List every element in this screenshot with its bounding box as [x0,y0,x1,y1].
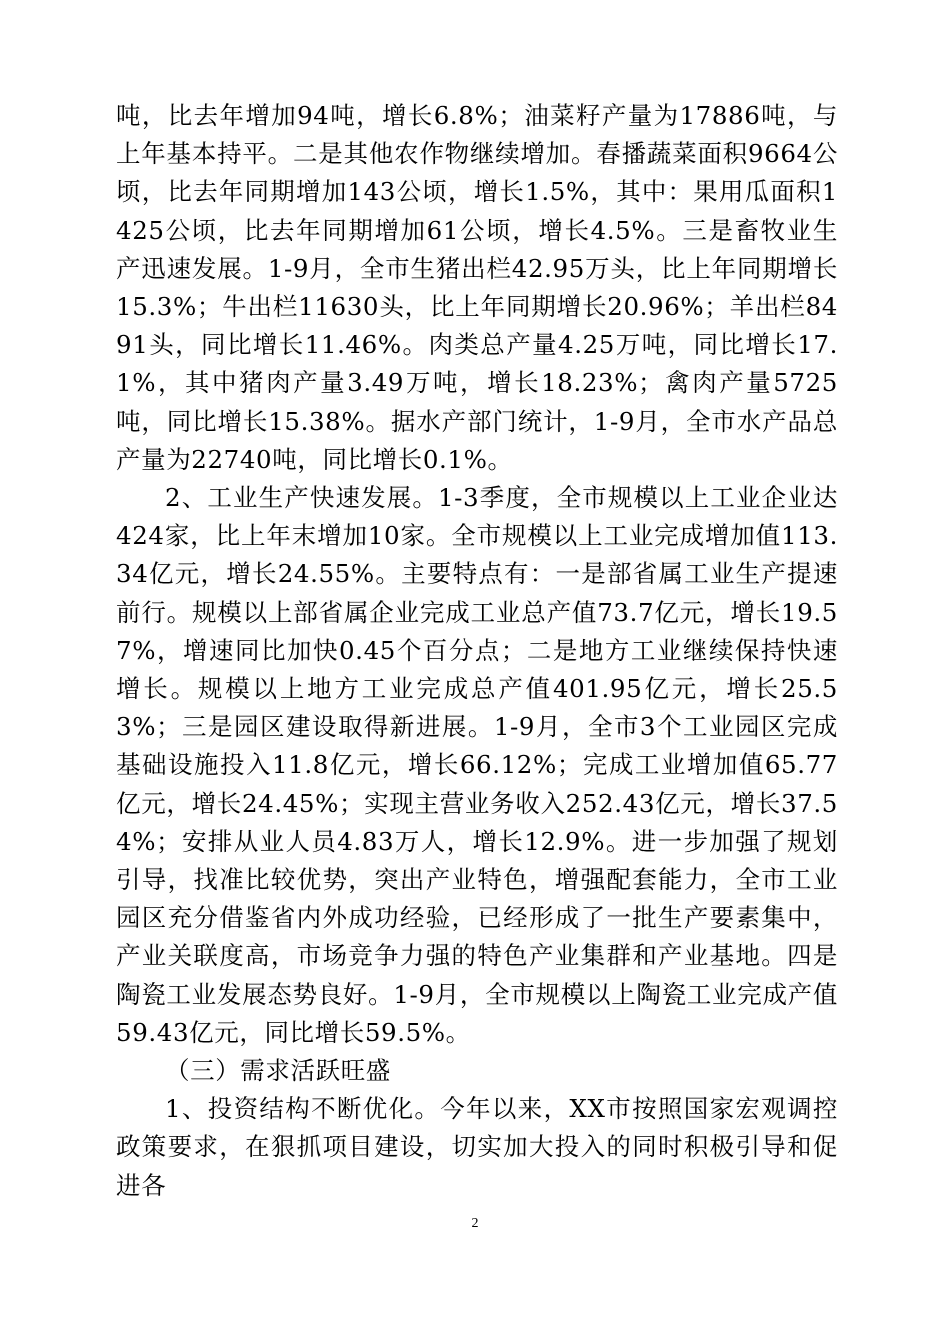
paragraph-industry: 2、工业生产快速发展。1-3季度，全市规模以上工业企业达424家，比上年末增加10家。全市规模以上工业完成增加值113.34亿元，增长24.55%。主要特点有：一是部省属工业生产提速前行。规模以上部省属企业完成工业总产值73.7亿元，增长19.57%，增速同比加快0.45个百分点；二是地方工业继续保持快速增长。规模以上地方工业完成总产值401.95亿元，增长25.53%；三是园区建设取得新进展。1-9月，全市3个工业园区完成基础设施投入11.8亿元，增长66.12%；完成工业增加值65.77亿元，增长24.45%；实现主营业务收入252.43亿元，增长37.54%；安排从业人员4.83万人，增长12.9%。进一步加强了规划引导，找准比较优势，突出产业特色，增强配套能力，全市工业园区充分借鉴省内外成功经验，已经形成了一批生产要素集中，产业关联度高，市场竞争力强的特色产业集群和产业基地。四是陶瓷工业发展态势良好。1-9月，全市规模以上陶瓷工业完成产值59.43亿元，同比增长59.5%。 [116,483,838,1047]
document-body [116,97,838,1205]
paragraph-investment: 1、投资结构不断优化。今年以来，XX市按照国家宏观调控政策要求，在狠抓项目建设，切实加大投入的同时积极引导和促进各 [116,1094,838,1200]
paragraph-agriculture: 吨，比去年增加94吨，增长6.8%；油菜籽产量为17886吨，与上年基本持平。二是其他农作物继续增加。春播蔬菜面积9664公顷，比去年同期增加143公顷，增长1.5%，其中：果用瓜面积1425公顷，比去年同期增加61公顷，增长4.5%。三是畜牧业生产迅速发展。1-9月，全市生猪出栏42.95万头，比上年同期增长15.3%；牛出栏11630头，比上年同期增长20.96%；羊出栏8491头，同比增长11.46%。肉类总产量4.25万吨，同比增长17.1%，其中猪肉产量3.49万吨，增长18.23%；禽肉产量5725吨，同比增长15.38%。据水产部门统计，1-9月，全市水产品总产量为22740吨，同比增长0.1%。 [116,101,838,474]
page-number: 2 [471,1216,479,1231]
section-heading: （三）需求活跃旺盛 [165,1056,391,1086]
